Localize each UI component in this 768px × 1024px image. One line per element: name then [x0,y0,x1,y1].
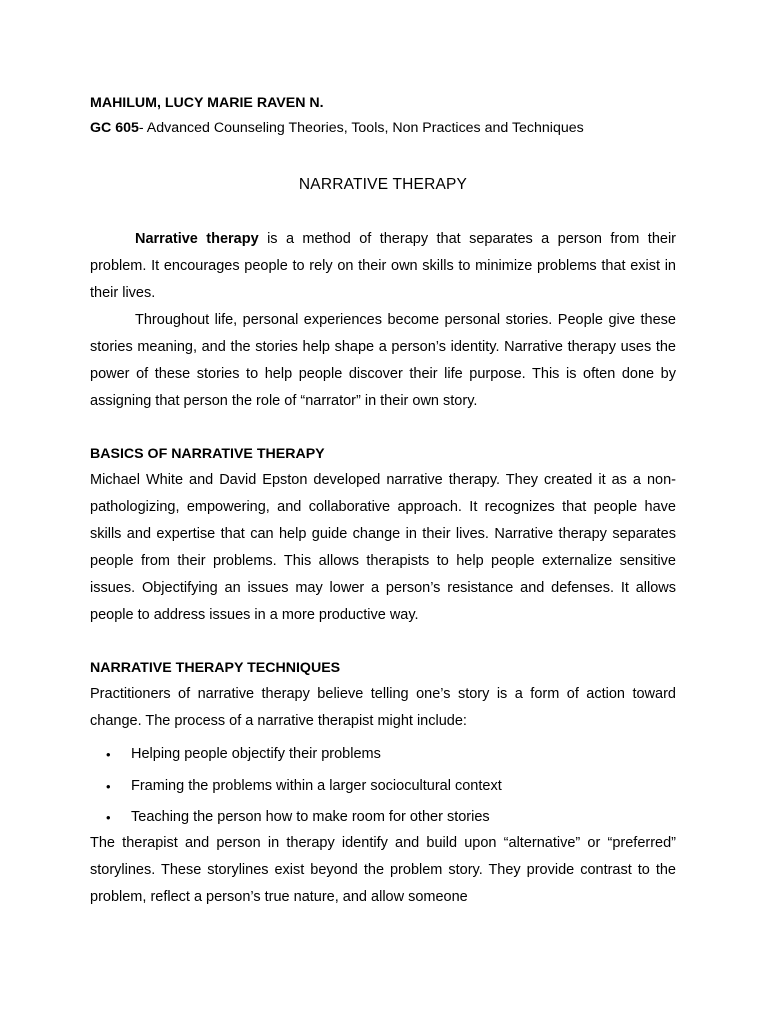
course-code: GC 605 [90,120,139,136]
basics-paragraph: Michael White and David Epston developed narrative therapy. They created it as a non-pathologizing, empowering, and collaborative approach. It recognizes that people have skills and expertise that can help guide change in their lives. Narrative therapy separates people from their problems. This allows therapists to help people externalize sensitive issues. Objectifying an issues may lower a person’s resistance and defenses. It allows people to address issues in a more productive way. [90,472,676,623]
intro-paragraph-2: Throughout life, personal experiences become personal stories. People give these stories meaning, and the stories help shape a person’s identity. Narrative therapy uses the power of these stories to help people discover their life purpose. This is often done by assigning that person the role of “narrator” in their own story. [90,312,676,409]
techniques-heading: NARRATIVE THERAPY TECHNIQUES [90,660,341,676]
list-item-text: Framing the problems within a larger sociocultural context [131,777,502,794]
bullet-icon: • [106,778,111,794]
techniques-list [90,741,676,836]
bullet-icon: • [106,810,111,825]
author-name: MAHILUM, LUCY MARIE RAVEN N. [90,95,324,111]
list-item [90,741,676,773]
course-title: - Advanced Counseling Theories, Tools, Non Practices and Techniques [138,120,584,136]
list-item-text: Teaching the person how to make room for other stories [131,809,490,825]
basics-heading: BASICS OF NARRATIVE THERAPY [90,446,325,462]
techniques-closing-paragraph: The therapist and person in therapy identify and build upon “alternative” or “preferred” storylines. These storylines exist beyond the problem story. They provide contrast to the problem, reflect a person’s true nature, and allow someone [90,835,676,905]
intro-paragraph-1 [90,226,676,307]
intro-definition: is a method of therapy that separates a person from their problem. It encourages people to rely on their own skills to minimize problems that exist in their lives. [90,231,676,301]
intro-term: Narrative therapy [135,231,259,247]
list-item-text: Helping people objectify their problems [131,746,381,762]
bullet-icon: • [106,747,111,762]
techniques-intro: Practitioners of narrative therapy believe telling one’s story is a form of action toward change. The process of a narrative therapist might include: [90,686,676,729]
course-line [90,120,584,136]
list-item [90,773,676,805]
document-title: NARRATIVE THERAPY [298,176,468,193]
document-page [90,0,676,1024]
